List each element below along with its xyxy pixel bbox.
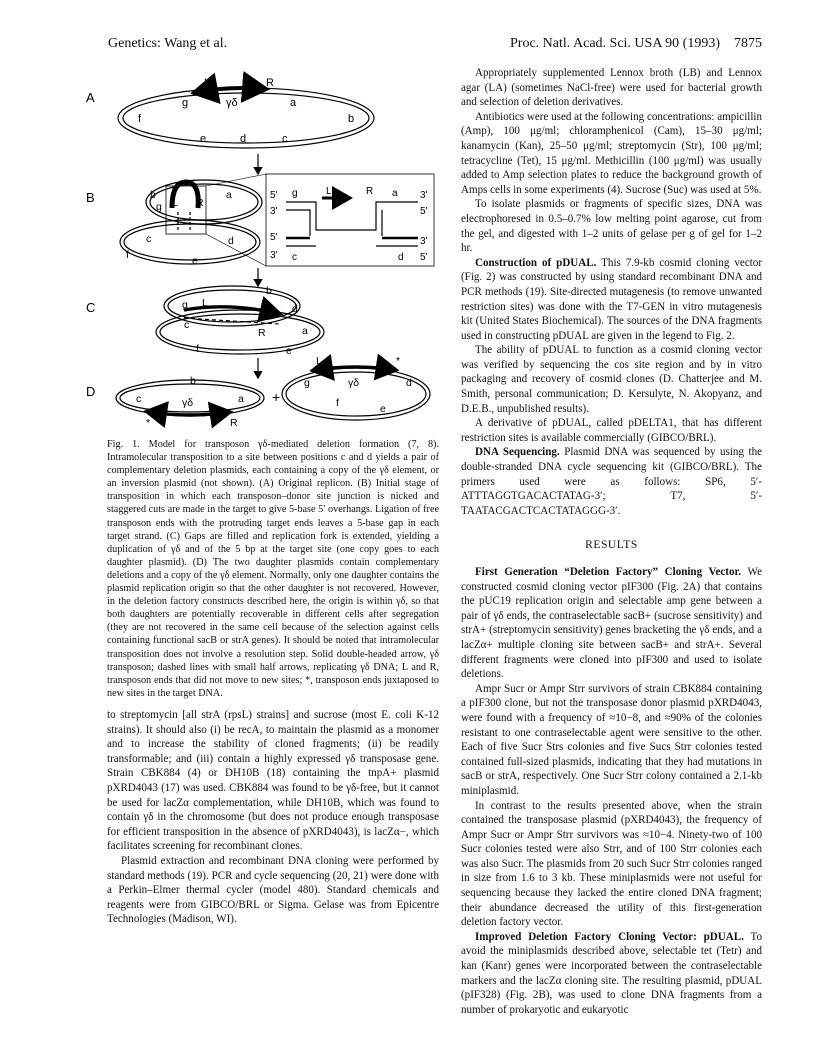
- paragraph-pdelta1: A derivative of pDUAL, called pDELTA1, that has different restriction sites is available commercially (GIBCO/BRL).: [461, 417, 762, 444]
- b-label-g: g: [156, 201, 162, 213]
- b-label-c: c: [146, 233, 152, 245]
- paragraph-survivors: Ampr Sucr or Ampr Strr survivors of strain CBK884 containing a pIF300 clone, but not the transposase donor plasmid pXRD4043, were found with a frequency of ≈10−8, and ≈90% of the colonies resistant to one contraselectable agent were sensitive to the other. Each of five Sucr Strs colonies and five Sucs Strr colonies tested contained full-sized plasmids, indicating that they had mutations in sacB or strA, respectively. One Sucr Strr colony contained a 2.1-kb miniplasmid.: [461, 682, 762, 797]
- inset-label-g: g: [292, 188, 298, 199]
- d1-label-a: a: [238, 393, 244, 405]
- c-label-r: R: [258, 327, 266, 339]
- label-d: d: [240, 133, 247, 145]
- label-g: g: [182, 97, 189, 109]
- inset-label-d: d: [398, 252, 404, 263]
- label-f: f: [138, 113, 142, 125]
- heading-first-generation: First Generation “Deletion Factory” Cloning Vector.: [475, 566, 742, 578]
- figure-1-caption: [107, 438, 439, 700]
- section-heading-results: RESULTS: [585, 538, 638, 552]
- inset-label-r: R: [366, 186, 374, 197]
- panel-label-a: A: [86, 90, 95, 105]
- d1-star: *: [146, 417, 151, 429]
- inset-5p-right: 5': [420, 206, 428, 217]
- label-c: c: [282, 133, 288, 145]
- running-header-journal: [460, 36, 762, 52]
- label-gd: γδ: [226, 97, 238, 109]
- d2-label-d: d: [406, 377, 412, 389]
- paragraph-transposase: In contrast to the results presented above, when the strain contained the transposase plasmid (pXRD4043), the frequency of Ampr Sucr or Ampr Strr survivors was ≈10−4. Ninety-two of 100 Sucr colonies tested were also Strr, and of 100 Strr colonies each was also Sucr. The plasmids from 20 such Sucr Strr colonies ranged in size from 1.6 to 3 kb. These miniplasmids were not useful for sequencing because they lacked the entire cloned DNA fragment; their abundance decreased the utility of this first-generation deletion factory vector.: [461, 799, 762, 929]
- label-l: L: [204, 77, 211, 89]
- c-label-c: c: [184, 319, 190, 331]
- c-label-l: L: [202, 297, 208, 309]
- heading-improved-vector: Improved Deletion Factory Cloning Vector: pDUAL.: [475, 930, 744, 943]
- running-header-authors: Genetics: Wang et al.: [108, 36, 228, 51]
- inset-3p-top-right: 3': [420, 190, 428, 201]
- figure-1-diagram: [80, 62, 440, 430]
- d1-label-r: R: [230, 417, 238, 429]
- inset-5p-bottom: 5': [270, 232, 278, 243]
- d2-label-gd: γδ: [348, 377, 360, 389]
- d1-label-c: c: [136, 393, 142, 405]
- inset-label-a: a: [392, 188, 398, 199]
- paragraph-media: Appropriately supplemented Lennox broth (LB) and Lennox agar (LA) (sometimes NaCl-free) were used for bacterial growth and selection of deletion derivatives.: [461, 67, 762, 109]
- paragraph-first-generation: First Generation “Deletion Factory” Cloning Vector. We constructed cosmid cloning vector pIF300 (Fig. 2A) that contains the pUC19 replication origin and selectable amp gene between a pair of γδ ends, the contraselectable sacB+ (sucrose sensitivity) and strA+ (streptomycin sensitivity) genes bracketing the γδ ends, and a lacZα+ multiple cloning site between sacB+ and strA+. Several different fragments were cloned into pIF300 and used to isolate deletions.: [461, 566, 762, 681]
- journal-citation: Proc. Natl. Acad. Sci. USA 90 (1993): [510, 36, 720, 51]
- inset-3p-bottom-right: 3': [420, 236, 428, 247]
- inset-5p-top: 5': [270, 190, 278, 201]
- d2-label-f: f: [336, 397, 339, 409]
- label-r: R: [266, 77, 274, 89]
- paragraph-cosmid-verification: The ability of pDUAL to function as a cosmid cloning vector was verified by sequencing the cos site region and by in vitro packaging and recovery of cosmid clones (D. Chatterjee and M. Smith, personal communication; D. Kersulyte, N. Akopyanz, and D.E.B., unpublished results).: [461, 344, 762, 415]
- paragraph-improved-vector: Improved Deletion Factory Cloning Vector: pDUAL. To avoid the miniplasmids described above, selectable tet (Tetr) and kan (Kanr) genes were incorporated between the contraselectable markers and the lacZα cloning site. The resulting plasmid, pDUAL (pIF328) (Fig. 2B), was used to clone DNA fragments from a number of prokaryotic and eukaryotic: [461, 930, 762, 1016]
- c-label-d: d: [292, 303, 298, 315]
- label-a: a: [290, 97, 297, 109]
- heading-construction: Construction of pDUAL.: [475, 256, 597, 269]
- plus-sign: +: [272, 389, 281, 405]
- inset-label-l: L: [326, 186, 332, 197]
- daughter-plasmid-2: [282, 367, 430, 420]
- b-label-f: f: [126, 249, 129, 261]
- heading-dna-sequencing: DNA Sequencing.: [475, 446, 560, 459]
- right-column-body: [461, 66, 762, 1017]
- inset-label-c: c: [292, 252, 297, 263]
- d2-label-e: e: [380, 403, 386, 415]
- label-b: b: [348, 113, 355, 125]
- b-label-l: L: [172, 197, 178, 209]
- paragraph-dna-sequencing: DNA Sequencing. Plasmid DNA was sequenced by using the double-stranded DNA cycle sequencing kit (GIBCO/BRL). The primers used were as follows: SP6, 5′-ATTTAGGTGACACTATAG-3′; T7, 5′-TAATACGACTCACTATAGGG-3′.: [461, 446, 762, 517]
- paragraph-methods: Plasmid extraction and recombinant DNA cloning were performed by standard methods (19). PCR and cycle sequencing (20, 21) were done with a Perkin–Elmer thermal cycler (model 480). Standard chemicals and reagents were from GIBCO/BRL or Sigma. Gelase was from Epicentre Technologies (Madison, WI).: [107, 854, 439, 926]
- figure-1: [80, 62, 440, 430]
- panel-label-c: C: [86, 300, 96, 315]
- label-e: e: [200, 133, 207, 145]
- inset-3p-bottom: 3': [270, 250, 278, 261]
- b-label-a: a: [226, 189, 232, 201]
- b-label-b: b: [150, 189, 156, 201]
- b-label-d: d: [228, 235, 234, 247]
- c-label-e: e: [286, 345, 292, 357]
- inset-3p-left: 3': [270, 206, 278, 217]
- paragraph-isolation: To isolate plasmids or fragments of specific sizes, DNA was electrophoresed in 0.5–0.7% low melting point agarose, cut from the gel, and digested with 1–2 units of gelase per g of gel for 1–2 hr.: [461, 198, 762, 255]
- page-number: 7875: [734, 36, 762, 51]
- d2-label-l: L: [316, 355, 322, 367]
- c-label-a: a: [302, 325, 308, 337]
- d2-label-g: g: [304, 377, 310, 389]
- transposition-intermediate: [120, 180, 262, 264]
- replication-fork: [156, 286, 324, 354]
- c-label-b: b: [266, 285, 272, 297]
- d1-label-b: b: [190, 375, 196, 387]
- d2-star: *: [396, 355, 401, 367]
- b-label-r: R: [196, 197, 204, 209]
- c-label-f: f: [196, 343, 199, 355]
- panel-label-d: D: [86, 384, 96, 399]
- d1-label-gd: γδ: [182, 397, 194, 409]
- left-column-body: [107, 708, 439, 927]
- panel-label-b: B: [86, 190, 95, 205]
- paragraph-antibiotics: Antibiotics were used at the following concentrations: ampicillin (Amp), 100 μg/ml; chloramphenicol (Cam), 15–30 μg/ml; kanamycin (Kan), 25–50 μg/ml; streptomycin (Str), 100 μg/ml; tetracycline (Tet), 15 μg/ml. Methicillin (100 μg/ml) was usually added to Amp selection plates to reduce the background growth of Amps cells in some experiments (4). Sucrose (Suc) was used at 5%.: [461, 110, 762, 196]
- caption-text: Fig. 1. Model for transposon γδ-mediated deletion formation (7, 8). Intramolecular transposition to a site between positions c and d yields a pair of complementary deletion plasmids, each containing a copy of the γδ element, or an inversion plasmid (not shown). (A) Original replicon. (B) Initial stage of transposition in which each transposon–donor site junction is nicked and staggered cuts are made in the target to give 5-base 5′ overhangs. Ligation of free transposon ends with the protruding target ends leaves a 5-base gap in each target strand. (C) Gaps are filled and replication fork is extended, yielding a duplication of γδ and of the 5 bp at the target site (one copy goes to each daughter plasmid). (D) The two daughter plasmids contain complementary deletions and a copy of the γδ element. Normally, only one daughter contains the plasmid replication origin so that the other daughter is not recovered. However, in the deletion factory constructs described here, the origin is within γδ, so that both daughters are potentially recoverable in different cells after segregation (they are not recovered in the same cell because of the selection against cells containing functional sacB or strA genes). It should be noted that intramolecular transposition does not involve a resolution step. Solid double-headed arrow, γδ transposon; dashed lines with small half arrows, replicating γδ DNA; L and R, transposon ends that did not move to new sites; *, transposon ends juxtaposed to new sites in the target DNA.: [107, 439, 439, 699]
- paragraph-construction: Construction of pDUAL. This 7.9-kb cosmid cloning vector (Fig. 2) was constructed by using standard recombinant DNA and PCR methods (19). Site-directed mutagenesis (to remove unwanted restriction sites) was done with the T7-GEN in vitro mutagenesis kit (United States Biochemical). The sources of the DNA fragments used in constructing pDUAL are given in the legend to Fig. 2.: [461, 256, 762, 342]
- c-label-g: g: [182, 299, 188, 311]
- paragraph-strain-requirements: to streptomycin [all strA (rpsL) strains] and sucrose (most E. coli K-12 strains). It should also (i) be recA, to maintain the plasmid as a monomer and to increase the stability of cloned fragments; (ii) be readily transformable; and (iii) contain a highly expressed γδ transposase gene. Strain CBK884 (4) or DH10B (18) containing the tnpA+ plasmid pXRD4043 (17) was used. CBK884 was found to be γδ-free, but it cannot be used for lacZα complementation, while DH10B, which was found to contain γδ in the chromosome (but does not produce enough transposase for efficient transposition in the absence of pXRD4043), is lacZα−, which facilitates screening for recombinant clones.: [107, 709, 439, 853]
- inset-5p-bottom-right: 5': [420, 252, 428, 263]
- b-label-e: e: [192, 255, 198, 267]
